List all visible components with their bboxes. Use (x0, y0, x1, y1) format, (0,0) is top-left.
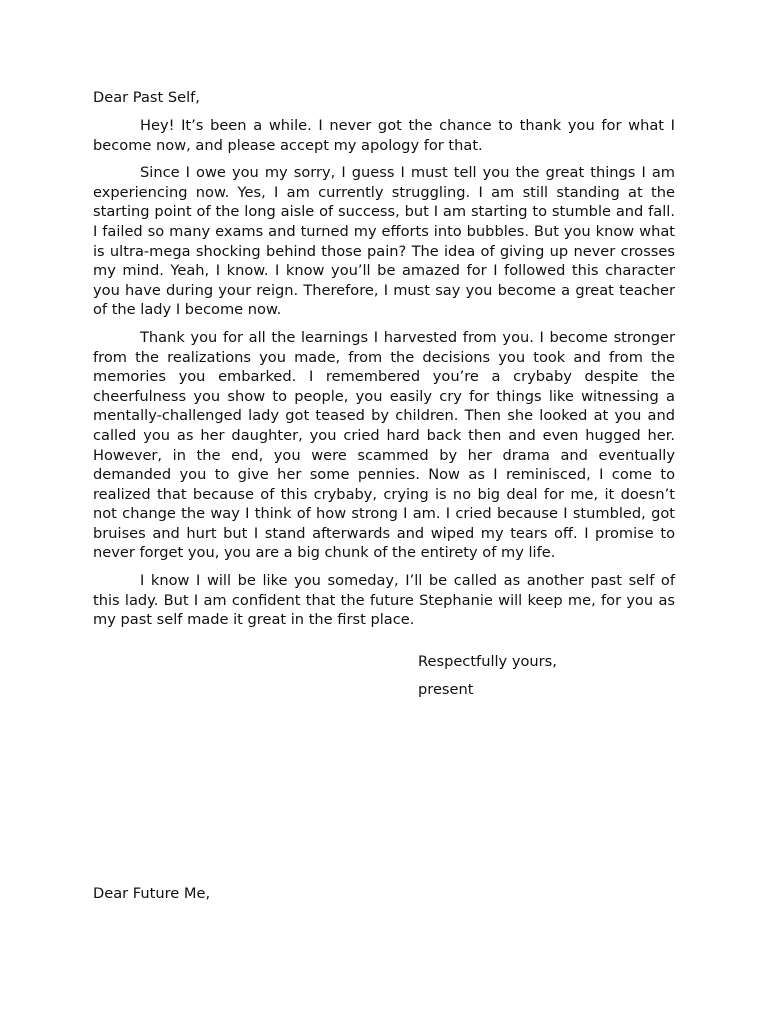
letter-paragraph-1: Hey! It’s been a while. I never got the chance to thank you for what I become now, and please accept my apology for that. (93, 117, 675, 154)
letter-paragraph-4: I know I will be like you someday, I’ll be called as another past self of this lady. But I am confident that the future Stephanie will keep me, for you as my past self made it great in the first place. (93, 572, 675, 629)
letter-paragraph-2: Since I owe you my sorry, I guess I must tell you the great things I am experiencing now. Yes, I am currently struggling. I am still standing at the starting point of the long aisle of success, but I am starting to stumble and fall. I failed so many exams and turned my efforts into bubbles. But you know what is ultra-mega shocking behind those pain? The idea of giving up never crosses my mind. Yeah, I know. I know you’ll be amazed for I followed this character you have during your reign. Therefore, I must say you become a great teacher of the lady I become now. (93, 164, 675, 319)
letter-salutation: Dear Past Self, (93, 89, 200, 106)
letter-signature: present (418, 681, 474, 698)
letter-paragraph-3: Thank you for all the learnings I harvested from you. I become stronger from the realizations you made, from the decisions you took and from the memories you embarked. I remembered you’re a crybaby despite the cheerfulness you show to people, you easily cry for things like witnessing a mentally-challenged lady got teased by children. Then she looked at you and called you as her daughter, you cried hard back then and even hugged her. However, in the end, you were scammed by her drama and eventually demanded you to give her some pennies. Now as I reminisced, I come to realized that because of this crybaby, crying is no big deal for me, it doesn’t not change the way I think of how strong I am. I cried because I stumbled, got bruises and hurt but I stand afterwards and wiped my tears off. I promise to never forget you, you are a big chunk of the entirety of my life. (93, 328, 675, 562)
second-letter-salutation: Dear Future Me, (93, 885, 211, 902)
letter-body (93, 116, 675, 638)
letter-closing: Respectfully yours, (418, 653, 557, 670)
